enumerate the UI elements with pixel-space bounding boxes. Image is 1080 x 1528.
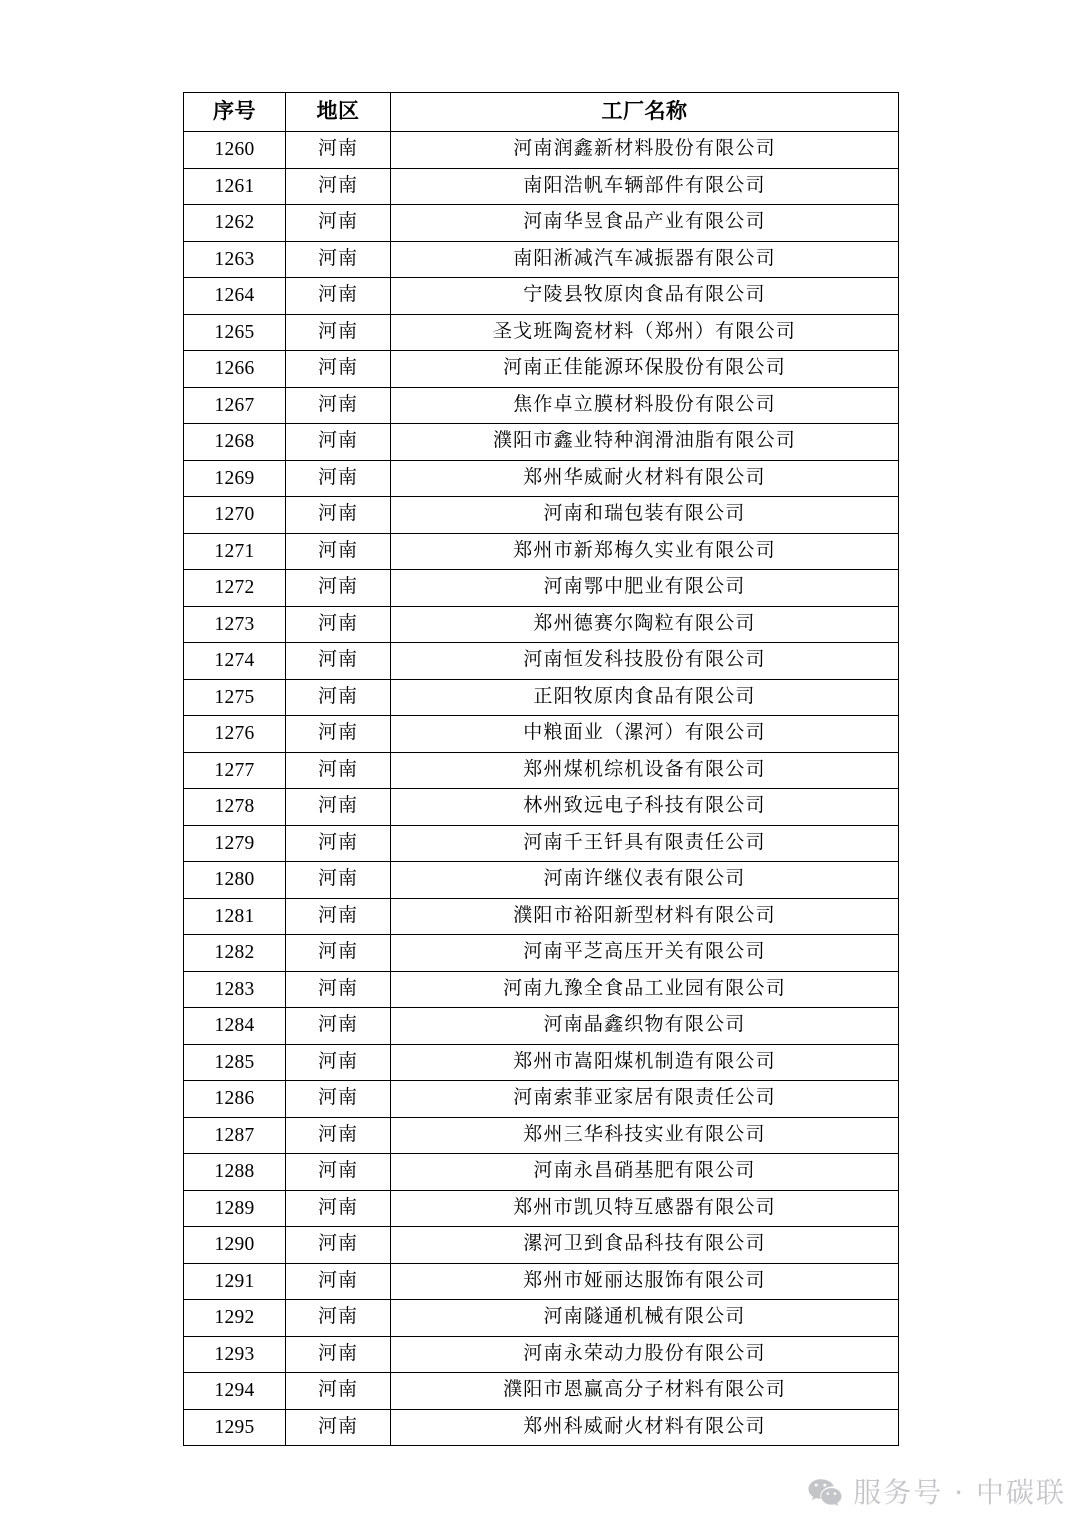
cell-name: 郑州三华科技实业有限公司	[391, 1117, 899, 1154]
cell-name: 郑州华威耐火材料有限公司	[391, 460, 899, 497]
table-row	[184, 132, 899, 169]
table-row	[184, 606, 899, 643]
cell-name: 河南华昱食品产业有限公司	[391, 205, 899, 242]
table-row	[184, 752, 899, 789]
cell-region: 河南	[286, 351, 391, 388]
table-row	[184, 1373, 899, 1410]
cell-region: 河南	[286, 278, 391, 315]
table-row	[184, 1227, 899, 1264]
cell-name: 郑州市嵩阳煤机制造有限公司	[391, 1044, 899, 1081]
footer-watermark-text: 服务号 · 中碳联	[853, 1476, 1066, 1509]
table-row	[184, 789, 899, 826]
cell-name: 河南永荣动力股份有限公司	[391, 1336, 899, 1373]
cell-name: 郑州市娅丽达服饰有限公司	[391, 1263, 899, 1300]
table-row	[184, 1154, 899, 1191]
table-row	[184, 387, 899, 424]
cell-index: 1277	[184, 752, 286, 789]
cell-index: 1291	[184, 1263, 286, 1300]
factory-list-table	[183, 92, 899, 1446]
cell-region: 河南	[286, 643, 391, 680]
cell-region: 河南	[286, 570, 391, 607]
cell-name: 林州致远电子科技有限公司	[391, 789, 899, 826]
cell-name: 河南正佳能源环保股份有限公司	[391, 351, 899, 388]
cell-index: 1260	[184, 132, 286, 169]
cell-region: 河南	[286, 1117, 391, 1154]
column-header-name: 工厂名称	[391, 93, 899, 132]
cell-region: 河南	[286, 1190, 391, 1227]
cell-name: 濮阳市鑫业特种润滑油脂有限公司	[391, 424, 899, 461]
cell-region: 河南	[286, 825, 391, 862]
cell-index: 1288	[184, 1154, 286, 1191]
cell-name: 郑州德赛尔陶粒有限公司	[391, 606, 899, 643]
table-row	[184, 1336, 899, 1373]
table-header-row	[184, 93, 899, 132]
column-header-index: 序号	[184, 93, 286, 132]
cell-region: 河南	[286, 606, 391, 643]
cell-region: 河南	[286, 1336, 391, 1373]
cell-index: 1285	[184, 1044, 286, 1081]
cell-index: 1289	[184, 1190, 286, 1227]
cell-index: 1278	[184, 789, 286, 826]
cell-index: 1276	[184, 716, 286, 753]
cell-index: 1264	[184, 278, 286, 315]
cell-index: 1275	[184, 679, 286, 716]
table-row	[184, 1044, 899, 1081]
table-row	[184, 1263, 899, 1300]
cell-region: 河南	[286, 424, 391, 461]
cell-region: 河南	[286, 898, 391, 935]
cell-index: 1274	[184, 643, 286, 680]
cell-index: 1266	[184, 351, 286, 388]
cell-name: 郑州煤机综机设备有限公司	[391, 752, 899, 789]
table-row	[184, 351, 899, 388]
cell-index: 1290	[184, 1227, 286, 1264]
cell-index: 1261	[184, 168, 286, 205]
cell-index: 1265	[184, 314, 286, 351]
cell-region: 河南	[286, 935, 391, 972]
footer-watermark	[808, 1478, 1066, 1508]
table-row	[184, 643, 899, 680]
table-row	[184, 424, 899, 461]
table-row	[184, 862, 899, 899]
table-row	[184, 825, 899, 862]
table-row	[184, 460, 899, 497]
table-row	[184, 1081, 899, 1118]
cell-name: 正阳牧原肉食品有限公司	[391, 679, 899, 716]
cell-index: 1263	[184, 241, 286, 278]
cell-index: 1282	[184, 935, 286, 972]
cell-region: 河南	[286, 789, 391, 826]
table-row	[184, 971, 899, 1008]
cell-region: 河南	[286, 679, 391, 716]
cell-name: 河南恒发科技股份有限公司	[391, 643, 899, 680]
cell-region: 河南	[286, 971, 391, 1008]
cell-index: 1292	[184, 1300, 286, 1337]
cell-name: 河南晶鑫织物有限公司	[391, 1008, 899, 1045]
cell-name: 南阳浩帆车辆部件有限公司	[391, 168, 899, 205]
cell-name: 郑州市凯贝特互感器有限公司	[391, 1190, 899, 1227]
table-row	[184, 497, 899, 534]
table-row	[184, 1300, 899, 1337]
wechat-icon	[808, 1478, 842, 1508]
cell-index: 1284	[184, 1008, 286, 1045]
table-row	[184, 570, 899, 607]
cell-region: 河南	[286, 862, 391, 899]
cell-index: 1283	[184, 971, 286, 1008]
cell-name: 中粮面业（漯河）有限公司	[391, 716, 899, 753]
cell-region: 河南	[286, 1154, 391, 1191]
table-row	[184, 533, 899, 570]
table-row	[184, 716, 899, 753]
cell-name: 河南九豫全食品工业园有限公司	[391, 971, 899, 1008]
cell-index: 1272	[184, 570, 286, 607]
cell-region: 河南	[286, 1373, 391, 1410]
cell-name: 南阳淅减汽车减振器有限公司	[391, 241, 899, 278]
cell-name: 漯河卫到食品科技有限公司	[391, 1227, 899, 1264]
cell-index: 1273	[184, 606, 286, 643]
cell-region: 河南	[286, 752, 391, 789]
cell-name: 宁陵县牧原肉食品有限公司	[391, 278, 899, 315]
table-row	[184, 898, 899, 935]
cell-name: 河南索菲亚家居有限责任公司	[391, 1081, 899, 1118]
cell-name: 河南平芝高压开关有限公司	[391, 935, 899, 972]
cell-name: 河南许继仪表有限公司	[391, 862, 899, 899]
table-row	[184, 679, 899, 716]
cell-name: 河南鄂中肥业有限公司	[391, 570, 899, 607]
table-row	[184, 205, 899, 242]
table-row	[184, 1409, 899, 1446]
cell-region: 河南	[286, 1008, 391, 1045]
cell-index: 1270	[184, 497, 286, 534]
cell-region: 河南	[286, 205, 391, 242]
cell-region: 河南	[286, 241, 391, 278]
table-row	[184, 314, 899, 351]
cell-index: 1279	[184, 825, 286, 862]
cell-region: 河南	[286, 314, 391, 351]
table-row	[184, 935, 899, 972]
table-row	[184, 168, 899, 205]
cell-name: 河南永昌硝基肥有限公司	[391, 1154, 899, 1191]
cell-index: 1280	[184, 862, 286, 899]
cell-region: 河南	[286, 1081, 391, 1118]
cell-index: 1262	[184, 205, 286, 242]
table-row	[184, 1117, 899, 1154]
cell-name: 濮阳市恩赢高分子材料有限公司	[391, 1373, 899, 1410]
cell-region: 河南	[286, 168, 391, 205]
table-header	[184, 93, 899, 132]
cell-name: 河南隧通机械有限公司	[391, 1300, 899, 1337]
cell-region: 河南	[286, 1263, 391, 1300]
cell-name: 圣戈班陶瓷材料（郑州）有限公司	[391, 314, 899, 351]
column-header-region: 地区	[286, 93, 391, 132]
cell-region: 河南	[286, 1300, 391, 1337]
cell-name: 郑州市新郑梅久实业有限公司	[391, 533, 899, 570]
table-row	[184, 241, 899, 278]
cell-region: 河南	[286, 1227, 391, 1264]
table-body	[184, 132, 899, 1446]
cell-index: 1295	[184, 1409, 286, 1446]
cell-name: 河南润鑫新材料股份有限公司	[391, 132, 899, 169]
table-row	[184, 1008, 899, 1045]
cell-region: 河南	[286, 460, 391, 497]
cell-index: 1269	[184, 460, 286, 497]
cell-name: 焦作卓立膜材料股份有限公司	[391, 387, 899, 424]
cell-name: 郑州科威耐火材料有限公司	[391, 1409, 899, 1446]
cell-region: 河南	[286, 497, 391, 534]
cell-name: 河南和瑞包装有限公司	[391, 497, 899, 534]
cell-name: 河南千王钎具有限责任公司	[391, 825, 899, 862]
cell-index: 1268	[184, 424, 286, 461]
cell-region: 河南	[286, 132, 391, 169]
cell-index: 1293	[184, 1336, 286, 1373]
cell-index: 1267	[184, 387, 286, 424]
cell-index: 1281	[184, 898, 286, 935]
table-row	[184, 1190, 899, 1227]
cell-region: 河南	[286, 387, 391, 424]
cell-region: 河南	[286, 716, 391, 753]
cell-index: 1287	[184, 1117, 286, 1154]
cell-index: 1286	[184, 1081, 286, 1118]
cell-index: 1271	[184, 533, 286, 570]
cell-region: 河南	[286, 533, 391, 570]
cell-region: 河南	[286, 1044, 391, 1081]
cell-index: 1294	[184, 1373, 286, 1410]
cell-name: 濮阳市裕阳新型材料有限公司	[391, 898, 899, 935]
table-row	[184, 278, 899, 315]
cell-region: 河南	[286, 1409, 391, 1446]
